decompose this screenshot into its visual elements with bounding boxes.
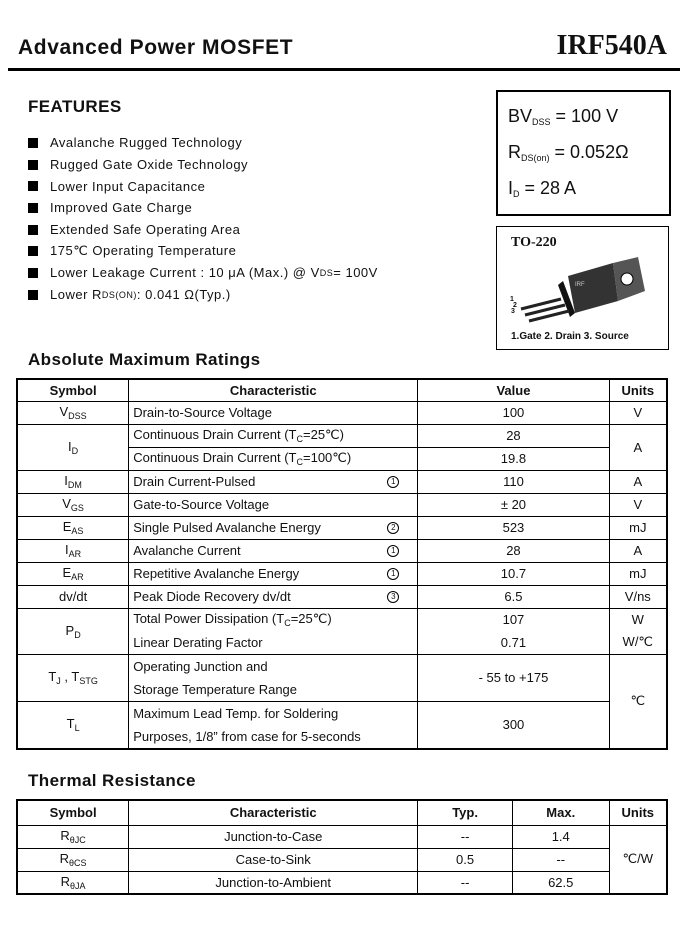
header-rule [8, 68, 680, 71]
feature-item: Rugged Gate Oxide Technology [28, 154, 378, 176]
header-cell: Symbol [17, 379, 129, 401]
feature-item: Avalanche Rugged Technology [28, 132, 378, 154]
pin-numbers: 1 2 3 [510, 296, 517, 315]
table-row: Linear Derating Factor 0.71 W/℃ [17, 631, 667, 654]
table-row: $V_{GS}$ Gate-to-Source Voltage ± 20 V [17, 493, 667, 516]
table-header-row [17, 379, 667, 401]
table-row: $R_{\theta CS}$ Case-to-Sink 0.5 -- [17, 848, 667, 871]
feature-item: 175℃ Operating Temperature [28, 240, 378, 262]
table-row: $R_{\theta JA}$ Junction-to-Ambient -- 62.5 [17, 871, 667, 894]
package-box [496, 226, 669, 350]
table-row: $T_L$ Maximum Lead Temp. for Soldering Purposes, 1/8” from case for 5-seconds 300 [17, 701, 667, 749]
table-row: $I_{DM}$ Drain Current-Pulsed 1 110 A [17, 470, 667, 493]
header-cell: Value [418, 379, 609, 401]
header-cell: Typ. [418, 800, 513, 825]
pin-legend: 1.Gate 2. Drain 3. Source [511, 331, 629, 342]
bullet-icon [28, 160, 38, 170]
note-1-icon: 1 [387, 568, 399, 580]
document-title: Advanced Power MOSFET [18, 36, 294, 59]
bullet-icon [28, 246, 38, 256]
note-2-icon: 2 [387, 522, 399, 534]
id-spec: $I_D = 28$ A [508, 178, 577, 199]
note-3-icon: 3 [387, 591, 399, 603]
table-header-row [17, 800, 667, 825]
header-cell: Characteristic [129, 379, 418, 401]
bvdss-spec: $BV_{DSS} = 100$ V [508, 106, 619, 127]
package-name: TO-220 [511, 235, 557, 250]
feature-item: Lower R DS(ON) : 0.041 Ω(Typ.) [28, 284, 378, 306]
feature-item: Improved Gate Charge [28, 197, 378, 219]
rds-spec: $R_{DS(on)} = 0.052\Omega$ [508, 142, 629, 163]
header-cell: Characteristic [129, 800, 418, 825]
table-row: $E_{AR}$ Repetitive Avalanche Energy 1 10.7 mJ [17, 562, 667, 585]
feature-item: Extended Safe Operating Area [28, 219, 378, 241]
table-row: $I_D$ Continuous Drain Current $(T_C=25℃)$ 28 A [17, 424, 667, 447]
note-1-icon: 1 [387, 476, 399, 488]
note-1-icon: 1 [387, 545, 399, 557]
key-specs-box [496, 90, 671, 216]
bullet-icon [28, 138, 38, 148]
table-row: $V_{DSS}$ Drain-to-Source Voltage 100 V [17, 401, 667, 424]
table-row: dv/dt Peak Diode Recovery dv/dt 3 6.5 V/ns [17, 585, 667, 608]
header-cell: Max. [512, 800, 609, 825]
bullet-icon [28, 290, 38, 300]
thermal-resistance-table [16, 799, 668, 895]
table-row: Continuous Drain Current $(T_C=100℃)$ 19.8 [17, 447, 667, 470]
bullet-icon [28, 225, 38, 235]
header-cell: Units [609, 800, 667, 825]
absolute-maximum-ratings-table [16, 378, 668, 750]
part-number: IRF540A [556, 30, 667, 61]
header-cell: Symbol [17, 800, 129, 825]
features-list [28, 132, 378, 306]
bullet-icon [28, 268, 38, 278]
thermal-heading: Thermal Resistance [28, 771, 196, 790]
feature-item: Lower Input Capacitance [28, 175, 378, 197]
table-row: $P_D$ Total Power Dissipation $(T_C=25℃)$ 107 W [17, 608, 667, 631]
feature-item: Lower Leakage Current : 10 μA (Max.) @ V DS = 100V [28, 262, 378, 284]
header-cell: Units [609, 379, 667, 401]
table-row: $R_{\theta JC}$ Junction-to-Case -- 1.4 ℃/W [17, 825, 667, 848]
table-row: $E_{AS}$ Single Pulsed Avalanche Energy 2 523 mJ [17, 516, 667, 539]
amr-heading: Absolute Maximum Ratings [28, 350, 261, 369]
to220-package-icon [503, 241, 663, 331]
bullet-icon [28, 203, 38, 213]
table-row: $I_{AR}$ Avalanche Current 1 28 A [17, 539, 667, 562]
bullet-icon [28, 181, 38, 191]
table-row: $T_J$ , $T_{STG}$ Operating Junction and Storage Temperature Range - 55 to +175 ℃ [17, 654, 667, 701]
svg-text:IRF: IRF [575, 282, 585, 288]
features-heading: FEATURES [28, 97, 122, 116]
